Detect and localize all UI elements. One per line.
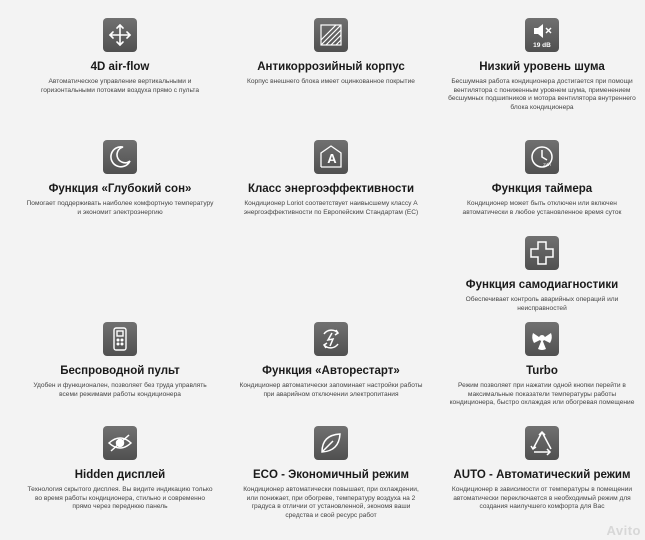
feature-deep-sleep (20, 140, 220, 217)
feature-turbo (442, 322, 642, 408)
feature-description: Обеспечивает контроль аварийных операций или неисправностей (465, 296, 619, 312)
feature-title: Функция самодиагностики (465, 279, 619, 291)
feature-description: Кондиционер автоматически запоминает настройки работы при аварийном отключении электропитания (239, 382, 423, 398)
remote-control-icon (103, 322, 137, 356)
feature-description: Кондиционер автоматически повышает, при охлаждении, или понижает, при обогреве, температуру воздуха на 2 градуса в отличии от установленной, экономя ваши средства и свой ресурс работ (243, 486, 419, 519)
timer-hours-label: 24h (543, 162, 551, 167)
medical-cross-icon (525, 236, 559, 270)
feature-description: Режим позволяет при нажатии одной кнопки перейти в максимальные показатели температуры работы кондиционера, быстро охлаждая или обогревая помещение (449, 382, 635, 407)
feature-energy-class (231, 140, 431, 217)
four-direction-arrows-icon (103, 18, 137, 52)
feature-low-noise (442, 18, 642, 112)
coated-panel-icon (314, 18, 348, 52)
feature-title: Низкий уровень шума (479, 61, 605, 73)
feature-description: Автоматическое управление вертикальными и горизонтальными потоками воздуха прямо с пульта (40, 78, 200, 94)
feature-title: Функция таймера (491, 183, 593, 195)
feature-description: Кондиционер Loriot соответствует наивысшему классу А энергоэффективности по Европейским Стандартам (ЕС) (243, 200, 419, 216)
feature-hidden-display (20, 426, 220, 512)
feature-title: Turbo (526, 365, 558, 377)
energy-class-letter: A (327, 151, 337, 166)
feature-title: AUTO - Автоматический режим (453, 469, 631, 481)
feature-title: Функция «Глубокий сон» (48, 183, 192, 195)
feature-title: Класс энергоэффективности (247, 183, 415, 195)
feature-eco-mode (231, 426, 431, 520)
eye-icon (103, 426, 137, 460)
feature-title: Функция «Авторестарт» (262, 365, 400, 377)
noise-level-label: 19 dB (533, 42, 551, 49)
feature-description: Помогает поддерживать наиболее комфортную температуру и экономит электроэнергию (26, 200, 214, 216)
feature-description: Технология скрытого дисплея. Вы видите индикацию только во время работы кондиционера, стильно и современно прямо через переднюю панель (27, 486, 213, 511)
feature-wireless-remote (20, 322, 220, 399)
clock-icon (525, 140, 559, 174)
feature-autorestart (231, 322, 431, 399)
feature-anticorrosion (231, 18, 431, 87)
feature-title: 4D air-flow (90, 61, 150, 73)
feature-title: Беспроводной пульт (60, 365, 180, 377)
feature-description: Корпус внешнего блока имеет оцинкованное покрытие (247, 78, 415, 85)
turbo-fan-icon (525, 322, 559, 356)
auto-restart-icon (314, 322, 348, 356)
watermark: Avito (606, 523, 641, 538)
feature-description: Кондиционер в зависимости от температуры в помещении автоматически переключается в необходимый режим для создания наилучшего комфорта для Вас (451, 486, 633, 511)
feature-description: Бесшумная работа кондиционера достигается при помощи вентилятора с пониженным уровнем шума, применением бесшумных подшипников и мотора вентилятора внутреннего блока кондиционера (448, 78, 636, 111)
feature-4d-airflow (20, 18, 220, 95)
speaker-mute-icon (525, 18, 559, 52)
feature-title: Hidden дисплей (74, 469, 166, 481)
feature-description: Удобен и функционален, позволяет без труда управлять всеми режимами работы кондиционера (33, 382, 207, 398)
feature-title: Антикоррозийный корпус (257, 61, 405, 73)
feature-title: ECO - Экономичный режим (252, 469, 410, 481)
feature-description: Кондиционер может быть отключен или включен автоматически в любое установленное время суток (462, 200, 622, 216)
feature-self-diagnostics (442, 236, 642, 313)
leaf-icon (314, 426, 348, 460)
feature-auto-mode (442, 426, 642, 512)
feature-timer (442, 140, 642, 217)
moon-icon (103, 140, 137, 174)
recycle-triangle-icon (525, 426, 559, 460)
energy-class-a-icon (314, 140, 348, 174)
